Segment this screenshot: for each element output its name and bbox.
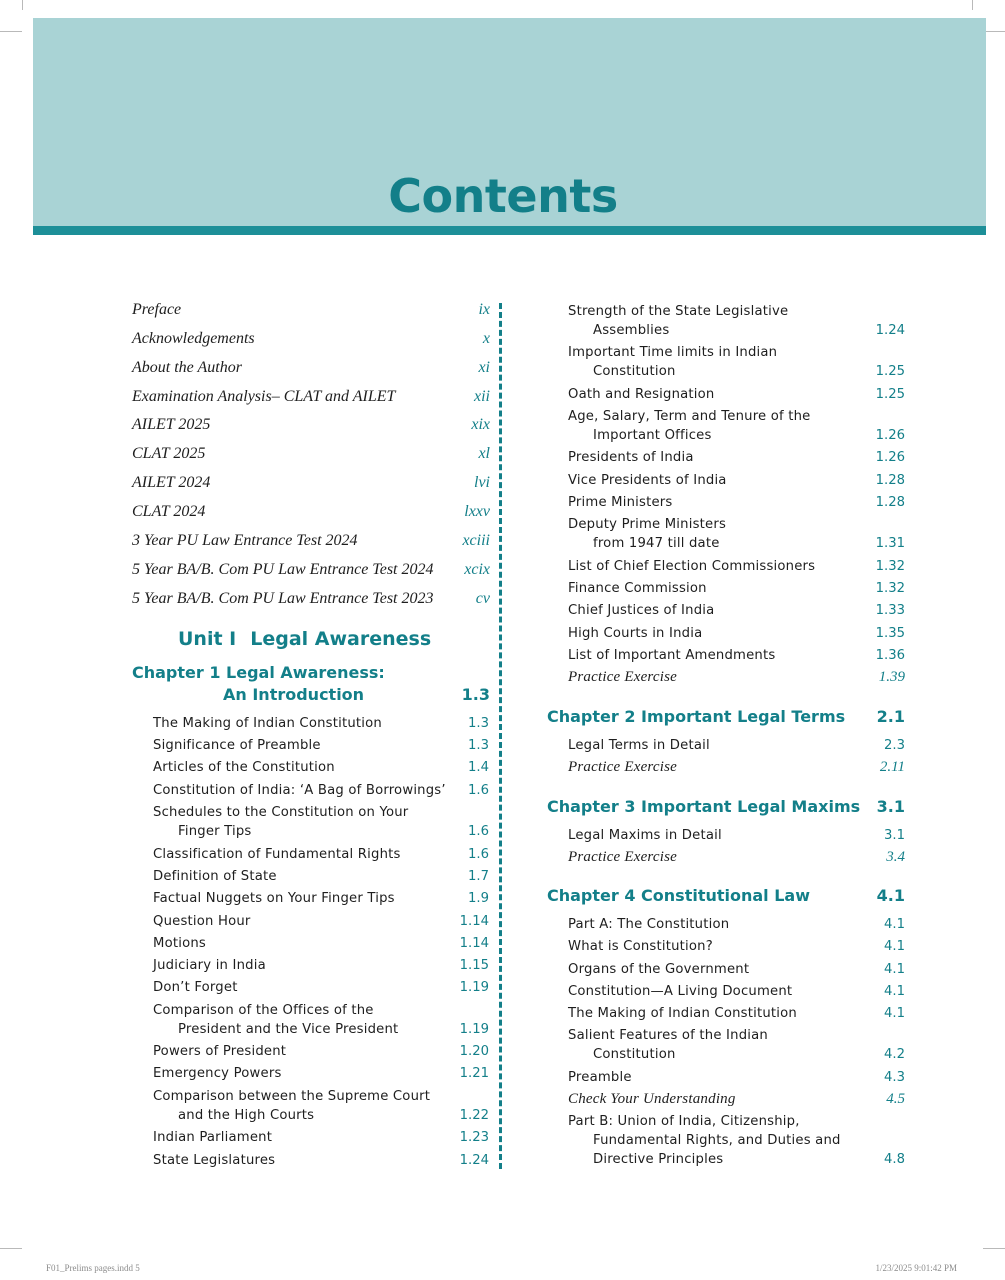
crop-mark: [972, 0, 973, 10]
toc-item[interactable]: [568, 646, 905, 665]
toc-item-label: Preamble: [568, 1070, 632, 1085]
toc-item-label-cont: President and the Vice President: [178, 1022, 399, 1037]
toc-item-page: 4.1: [884, 1006, 905, 1021]
toc-item-page: 1.4: [468, 760, 489, 775]
toc-item[interactable]: [153, 845, 489, 864]
toc-item-page: 1.39: [878, 669, 905, 685]
toc-item-page: 1.28: [875, 495, 905, 510]
toc-item-page: 4.1: [884, 962, 905, 977]
toc-entry-page: lvi: [474, 474, 490, 491]
toc-entry-label: Examination Analysis– CLAT and AILET: [132, 388, 396, 405]
footer-slug-left: F01_Prelims pages.indd 5: [46, 1263, 140, 1273]
unit-name: Legal Awareness: [250, 628, 432, 650]
toc-entry-page: lxxv: [464, 503, 490, 520]
toc-item-label: List of Important Amendments: [568, 648, 776, 663]
toc-item-label: Comparison between the Supreme Court: [153, 1089, 431, 1104]
toc-item-page: 1.3: [468, 738, 489, 753]
toc-item[interactable]: [153, 867, 489, 886]
toc-item-label-cont: Assemblies: [593, 323, 670, 338]
toc-item-page: 1.19: [459, 1022, 489, 1037]
unit-heading: [178, 628, 431, 650]
toc-item-page: 1.22: [459, 1108, 489, 1123]
toc-entry-label: Acknowledgements: [132, 330, 255, 347]
chapter-3-heading[interactable]: [547, 796, 905, 818]
toc-item-page: 4.2: [884, 1047, 905, 1062]
toc-item[interactable]: [568, 1068, 905, 1087]
toc-item-page: 3.1: [884, 828, 905, 843]
toc-item-label: Important Time limits in Indian: [568, 345, 778, 360]
toc-item-label: The Making of Indian Constitution: [153, 716, 382, 731]
toc-item-label: Schedules to the Constitution on Your: [153, 805, 409, 820]
toc-entry-page: xix: [471, 416, 490, 433]
toc-entry-ailet-2024[interactable]: [132, 474, 490, 496]
toc-item-page: 1.21: [459, 1066, 489, 1081]
toc-item[interactable]: [568, 736, 905, 755]
toc-item[interactable]: [568, 1004, 905, 1023]
toc-item-page: 1.19: [459, 980, 489, 995]
toc-item[interactable]: [153, 956, 489, 975]
toc-item-label: Check Your Understanding: [568, 1091, 736, 1107]
toc-item[interactable]: [568, 515, 905, 553]
crop-mark: [22, 0, 23, 10]
toc-item-page: 1.7: [468, 869, 489, 884]
toc-item-page: 2.3: [884, 738, 905, 753]
toc-entry-page: x: [482, 330, 490, 347]
toc-item-practice-exercise[interactable]: [568, 758, 905, 777]
toc-item-label-cont: Finger Tips: [178, 824, 252, 839]
toc-item-page: 1.26: [875, 450, 905, 465]
toc-item-page: 1.20: [459, 1044, 489, 1059]
toc-item-page: 1.32: [875, 559, 905, 574]
toc-item[interactable]: [568, 471, 905, 490]
toc-item-label: Legal Terms in Detail: [568, 738, 710, 753]
toc-item-label: Practice Exercise: [568, 759, 678, 775]
toc-item[interactable]: [568, 302, 905, 340]
toc-item-page: 4.8: [884, 1152, 905, 1167]
toc-item-page: 1.26: [875, 428, 905, 443]
toc-item-practice-exercise[interactable]: [568, 848, 905, 867]
toc-item-page: 1.6: [468, 783, 489, 798]
footer-slug-right: 1/23/2025 9:01:42 PM: [875, 1263, 957, 1273]
toc-entry-label: CLAT 2025: [132, 445, 206, 462]
toc-entry-label: 5 Year BA/B. Com PU Law Entrance Test 2023: [132, 590, 434, 607]
page-title: Contents: [388, 169, 618, 223]
toc-item[interactable]: [153, 758, 489, 777]
toc-item-label-cont: and the High Courts: [178, 1108, 315, 1123]
toc-item[interactable]: [568, 937, 905, 956]
toc-entry-pu-5yr-2023[interactable]: [132, 590, 490, 612]
toc-item-page: 1.6: [468, 847, 489, 862]
toc-item-page: 1.9: [468, 891, 489, 906]
toc-item-page: 1.24: [875, 323, 905, 338]
toc-item-page: 2.11: [879, 759, 905, 775]
toc-item[interactable]: [153, 1087, 489, 1125]
toc-item[interactable]: [568, 960, 905, 979]
toc-item-label: Part A: The Constitution: [568, 917, 730, 932]
toc-item-page: 1.32: [875, 581, 905, 596]
toc-item-check-understanding[interactable]: [568, 1090, 905, 1109]
toc-item[interactable]: [568, 448, 905, 467]
toc-entry-label: CLAT 2024: [132, 503, 206, 520]
chapter-page: 3.1: [876, 797, 905, 816]
toc-item[interactable]: [568, 407, 905, 445]
toc-entry-clat-2024[interactable]: [132, 503, 490, 525]
toc-item-label: Organs of the Government: [568, 962, 750, 977]
toc-item-label-cont: from 1947 till date: [593, 536, 720, 551]
toc-item-label: Constitution of India: ‘A Bag of Borrowings’: [153, 783, 446, 798]
toc-entry-page: xcix: [464, 561, 490, 578]
toc-item[interactable]: [568, 1112, 905, 1169]
toc-entry-exam-analysis[interactable]: [132, 388, 490, 410]
toc-item-label: List of Chief Election Commissioners: [568, 559, 816, 574]
toc-item-page: 1.33: [875, 603, 905, 618]
toc-item-label: Indian Parliament: [153, 1130, 273, 1145]
toc-entry-pu-3yr-2024[interactable]: [132, 532, 490, 554]
toc-item-label: Comparison of the Offices of the: [153, 1003, 374, 1018]
toc-item-label: Practice Exercise: [568, 669, 678, 685]
toc-item[interactable]: [568, 826, 905, 845]
chapter-page: 4.1: [876, 886, 905, 905]
chapter-title: Chapter 2 Important Legal Terms: [547, 707, 846, 726]
toc-item-label: Powers of President: [153, 1044, 287, 1059]
toc-item-label-cont: Constitution: [593, 364, 676, 379]
toc-entry-page: ix: [478, 301, 490, 318]
toc-item[interactable]: [153, 803, 489, 841]
toc-item[interactable]: [153, 736, 489, 755]
toc-entry-label: Preface: [132, 301, 182, 318]
toc-item-page: 1.14: [459, 936, 489, 951]
toc-item-label: The Making of Indian Constitution: [568, 1006, 797, 1021]
toc-item-page: 1.24: [459, 1153, 489, 1168]
toc-entry-acknowledgements[interactable]: [132, 330, 490, 352]
toc-item-page: 4.3: [884, 1070, 905, 1085]
toc-item-label: Presidents of India: [568, 450, 694, 465]
toc-entry-page: xciii: [462, 532, 490, 549]
toc-item[interactable]: [568, 385, 905, 404]
toc-item-label: High Courts in India: [568, 626, 703, 641]
toc-item-page: 1.23: [459, 1130, 489, 1145]
toc-item-label: Legal Maxims in Detail: [568, 828, 722, 843]
toc-item[interactable]: [153, 1001, 489, 1039]
toc-item[interactable]: [153, 1128, 489, 1147]
toc-item[interactable]: [153, 934, 489, 953]
toc-item-page: 4.1: [884, 984, 905, 999]
toc-item-label-cont: Fundamental Rights, and Duties and: [593, 1133, 841, 1148]
toc-item-label: Articles of the Constitution: [153, 760, 335, 775]
toc-entry-page: xii: [474, 388, 490, 405]
toc-item-label: Constitution—A Living Document: [568, 984, 793, 999]
toc-item-label: Prime Ministers: [568, 495, 673, 510]
toc-item-label: Judiciary in India: [153, 958, 266, 973]
toc-item-label: Strength of the State Legislative: [568, 304, 789, 319]
toc-item[interactable]: [153, 1151, 489, 1170]
toc-item[interactable]: [153, 978, 489, 997]
toc-item[interactable]: [153, 781, 489, 800]
toc-item-page: 1.35: [875, 626, 905, 641]
toc-item-label: Definition of State: [153, 869, 277, 884]
toc-item[interactable]: [153, 889, 489, 908]
toc-entry-clat-2025[interactable]: [132, 445, 490, 467]
toc-item-page: 1.25: [875, 364, 905, 379]
toc-item[interactable]: [568, 624, 905, 643]
toc-item-label: Significance of Preamble: [153, 738, 321, 753]
toc-item-page: 4.1: [884, 939, 905, 954]
toc-item-page: 3.4: [886, 849, 905, 865]
chapter-title: Chapter 4 Constitutional Law: [547, 886, 811, 905]
toc-item-label: Deputy Prime Ministers: [568, 517, 727, 532]
toc-item-label: Don’t Forget: [153, 980, 238, 995]
toc-item-page: 4.1: [884, 917, 905, 932]
chapter-title-line1: Chapter 1 Legal Awareness:: [132, 663, 385, 682]
chapter-2-heading[interactable]: [547, 706, 905, 728]
toc-entry-pu-5yr-2024[interactable]: [132, 561, 490, 583]
column-divider: [499, 303, 502, 1169]
crop-mark: [983, 31, 1005, 32]
toc-entry-ailet-2025[interactable]: [132, 416, 490, 438]
toc-entry-page: xi: [478, 359, 490, 376]
toc-entry-label: About the Author: [132, 359, 242, 376]
toc-entry-page: xl: [478, 445, 490, 462]
toc-entry-about-author[interactable]: [132, 359, 490, 381]
toc-item[interactable]: [568, 343, 905, 381]
toc-item-label: Age, Salary, Term and Tenure of the: [568, 409, 811, 424]
chapter-1-heading[interactable]: [132, 662, 490, 708]
header-rule: [33, 226, 986, 235]
toc-entry-page: cv: [475, 590, 490, 607]
toc-item[interactable]: [153, 1064, 489, 1083]
toc-item-label: Part B: Union of India, Citizenship,: [568, 1114, 800, 1129]
toc-item-page: 1.28: [875, 473, 905, 488]
toc-item-page: 1.15: [459, 958, 489, 973]
toc-item-label: Question Hour: [153, 914, 251, 929]
toc-item-label: What is Constitution?: [568, 939, 713, 954]
toc-item[interactable]: [153, 912, 489, 931]
toc-item[interactable]: [568, 915, 905, 934]
crop-mark: [983, 1248, 1005, 1249]
toc-item[interactable]: [568, 579, 905, 598]
chapter-page: 1.3: [461, 685, 490, 704]
toc-item-label: Motions: [153, 936, 206, 951]
chapter-page: 2.1: [876, 707, 905, 726]
toc-item-page: 1.25: [875, 387, 905, 402]
toc-item-page: 1.6: [468, 824, 489, 839]
toc-item-practice-exercise[interactable]: [568, 668, 905, 687]
toc-item-label: Factual Nuggets on Your Finger Tips: [153, 891, 395, 906]
toc-item-label: State Legislatures: [153, 1153, 276, 1168]
toc-item-page: 1.14: [459, 914, 489, 929]
toc-entry-label: 5 Year BA/B. Com PU Law Entrance Test 2024: [132, 561, 434, 578]
unit-number: Unit I: [178, 628, 237, 650]
toc-item-label-cont: Important Offices: [593, 428, 712, 443]
toc-item-label: Practice Exercise: [568, 849, 678, 865]
chapter-4-heading[interactable]: [547, 885, 905, 907]
chapter-title-line2: An Introduction: [223, 685, 365, 704]
chapter-title: Chapter 3 Important Legal Maxims: [547, 797, 861, 816]
toc-item-page: 1.3: [468, 716, 489, 731]
toc-item-page: 4.5: [886, 1091, 905, 1107]
toc-item-label: Finance Commission: [568, 581, 707, 596]
toc-item[interactable]: [568, 601, 905, 620]
toc-entry-label: AILET 2025: [132, 416, 211, 433]
toc-item-label: Salient Features of the Indian: [568, 1028, 768, 1043]
toc-item[interactable]: [568, 1026, 905, 1064]
toc-entry-preface[interactable]: [132, 301, 490, 323]
toc-item-label: Oath and Resignation: [568, 387, 715, 402]
toc-entry-label: AILET 2024: [132, 474, 211, 491]
toc-item-label-cont: Directive Principles: [593, 1152, 724, 1167]
toc-item-label: Emergency Powers: [153, 1066, 282, 1081]
toc-item[interactable]: [568, 557, 905, 576]
toc-item[interactable]: [568, 982, 905, 1001]
toc-item[interactable]: [153, 1042, 489, 1061]
toc-item-label: Vice Presidents of India: [568, 473, 727, 488]
crop-mark: [0, 1248, 22, 1249]
toc-item-page: 1.36: [875, 648, 905, 663]
toc-item[interactable]: [568, 493, 905, 512]
toc-item-label: Chief Justices of India: [568, 603, 715, 618]
toc-entry-label: 3 Year PU Law Entrance Test 2024: [132, 532, 358, 549]
toc-item[interactable]: [153, 714, 489, 733]
toc-item-label: Classification of Fundamental Rights: [153, 847, 401, 862]
toc-item-page: 1.31: [875, 536, 905, 551]
crop-mark: [0, 31, 22, 32]
toc-item-label-cont: Constitution: [593, 1047, 676, 1062]
